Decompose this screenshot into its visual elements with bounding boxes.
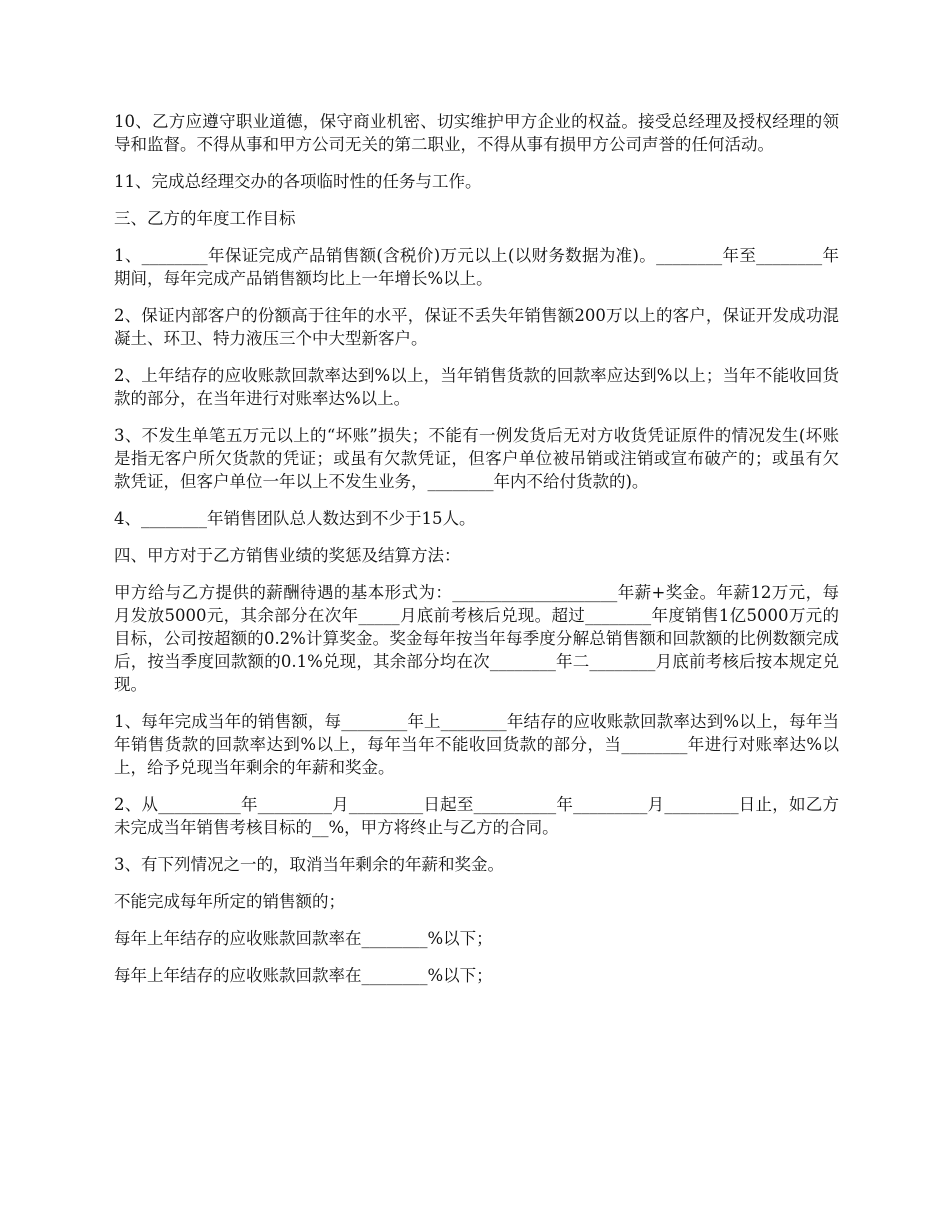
clause-10-paragraph: 10、乙方应遵守职业道德，保守商业机密、切实维护甲方企业的权益。接受总经理及授权经理的领导和监督。不得从事和甲方公司无关的第二职业，不得从事有损甲方公司声誉的任何活动。 [114,112,839,154]
compensation-paragraph: 甲方给与乙方提供的薪酬待遇的基本形式为：____________________年薪+奖金。年薪12万元，每月发放5000元，其余部分在次年_____月底前考核后兑现。超过________年度销售1亿5000万元的目标，公司按超额的0.2%计算奖金。奖金每年按当年每季度分解总销售额和回款额的比例数额完成后，按当季度回款额的0.1%兑现，其余部分均在次________年二________月底前考核后按本规定兑现。 [114,583,839,694]
goal-4-paragraph: 4、________年销售团队总人数达到不少于15人。 [114,509,476,528]
goal-2b-paragraph: 2、上年结存的应收账款回款率达到%以上，当年销售货款的回款率应达到%以上；当年不能收回货款的部分，在当年进行对账率达%以上。 [114,366,839,408]
goal-3-paragraph: 3、不发生单笔五万元以上的“坏账”损失；不能有一例发货后无对方收货凭证原件的情况发生(坏账是指无客户所欠货款的凭证；或虽有欠款凭证，但客户单位被吊销或注销或宣布破产的；或虽有欠款凭证，但客户单位一年以上不发生业务，________年内不给付货款的)。 [114,426,839,491]
goal-2a-paragraph: 2、保证内部客户的份额高于往年的水平，保证不丢失年销售额200万以上的客户，保证开发成功混凝土、环卫、特力液压三个中大型新客户。 [114,306,839,348]
goal-1-paragraph: 1、________年保证完成产品销售额(含税价)万元以上(以财务数据为准)。________年至________年期间，每年完成产品销售额均比上一年增长%以上。 [114,246,839,288]
section-4-heading: 四、甲方对于乙方销售业绩的奖惩及结算方法： [114,546,461,565]
condition-item-3: 每年上年结存的应收账款回款率在________%以下； [114,966,493,985]
reward-2-paragraph: 2、从__________年_________月_________日起至__________年_________月_________日止，如乙方未完成当年销售考核目标的__%，甲方将终止与乙方的合同。 [114,795,839,837]
reward-3-paragraph: 3、有下列情况之一的，取消当年剩余的年薪和奖金。 [114,855,504,874]
section-3-heading: 三、乙方的年度工作目标 [114,209,296,228]
document-body [114,110,839,1001]
reward-1-paragraph: 1、每年完成当年的销售额，每________年上________年结存的应收账款回款率达到%以上，每年当年销售货款的回款率达到%以上，每年当年不能收回货款的部分，当________年进行对账率达%以上，给予兑现当年剩余的年薪和奖金。 [114,712,839,777]
clause-11-paragraph: 11、完成总经理交办的各项临时性的任务与工作。 [114,172,482,191]
condition-item-1: 不能完成每年所定的销售额的； [114,892,345,911]
condition-item-2: 每年上年结存的应收账款回款率在________%以下； [114,929,493,948]
